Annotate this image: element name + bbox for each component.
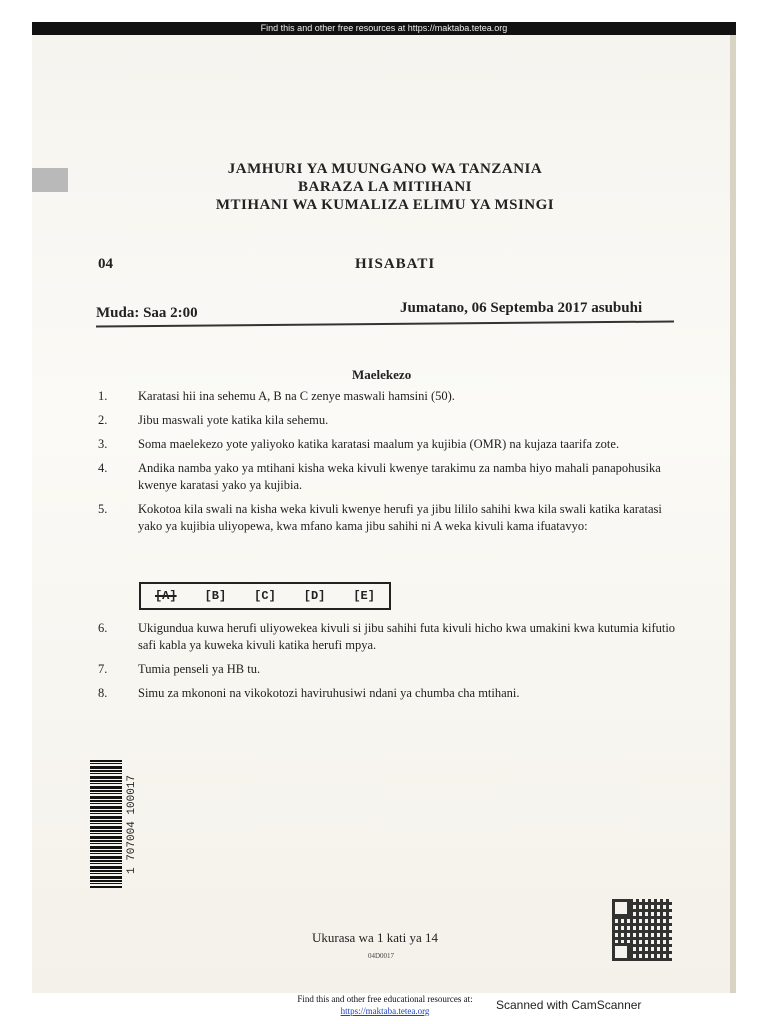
barcode: [90, 760, 122, 888]
barcode-number: 1 707004 100017: [126, 774, 138, 874]
instruction-text: Karatasi hii ina sehemu A, B na C zenye maswali hamsini (50).: [138, 389, 455, 403]
top-banner: Find this and other free resources at https://maktaba.tetea.org: [32, 22, 736, 35]
omr-option-c: [C]: [254, 589, 276, 603]
bottom-note-text: Find this and other free educational resources at:: [297, 994, 473, 1004]
subject-title: HISABATI: [355, 256, 436, 272]
instruction-text: Simu za mkononi na vikokotozi haviruhusiwi ndani ya chumba cha mtihani.: [138, 686, 520, 700]
instruction-item: [98, 412, 680, 429]
page-code: 04D0017: [368, 952, 395, 960]
instruction-text: Tumia penseli ya HB tu.: [138, 662, 261, 676]
instruction-text: Jibu maswali yote katika kila sehemu.: [138, 413, 329, 427]
omr-option-d: [D]: [303, 589, 326, 603]
omr-option-e: [E]: [353, 589, 375, 603]
exam-date: Jumatano, 06 Septemba 2017 asubuhi: [400, 300, 643, 316]
instruction-number: 4.: [98, 461, 108, 475]
instructions-list-continued: [98, 620, 680, 709]
bottom-note: [280, 993, 490, 1017]
instruction-number: 1.: [98, 389, 108, 403]
exam-duration: Muda: Saa 2:00: [96, 305, 198, 321]
instruction-text: Soma maelekezo yote yaliyoko katika karatasi maalum ya kujibia (OMR) na kujaza taarifa zote.: [138, 437, 620, 451]
header-line-1: JAMHURI YA MUUNGANO WA TANZANIA: [227, 161, 543, 177]
header-line-2: BARAZA LA MITIHANI: [297, 179, 473, 195]
instruction-number: 6.: [98, 621, 108, 635]
omr-example-box: [139, 582, 391, 610]
omr-option-a-shaded: [A]: [154, 589, 177, 603]
instruction-item: [98, 460, 680, 494]
instruction-number: 7.: [98, 662, 108, 676]
camscanner-label: Scanned with CamScanner: [496, 998, 642, 1012]
omr-option-b: [B]: [204, 589, 227, 603]
instruction-item: [98, 388, 680, 405]
instruction-item: [98, 685, 680, 702]
instructions-title: Maelekezo: [352, 367, 412, 382]
instruction-number: 2.: [98, 413, 108, 427]
instruction-number: 3.: [98, 437, 108, 451]
instruction-number: 8.: [98, 686, 108, 700]
instructions-list: [98, 388, 680, 542]
resource-link[interactable]: https://maktaba.tetea.org: [340, 1006, 430, 1016]
instruction-text: Kokotoa kila swali na kisha weka kivuli kwenye herufi ya jibu lililo sahihi kwa kila swali katika karatasi yako ya kujibia uliyopewa, kwa mfano kama jibu sahihi ni A weka kivuli kama ifuatavyo:: [138, 502, 662, 533]
instruction-number: 5.: [98, 502, 108, 516]
exam-header: [150, 160, 620, 214]
instruction-item: [98, 661, 680, 678]
paper-code: 04: [98, 256, 113, 272]
instruction-item: [98, 620, 680, 654]
instruction-item: [98, 501, 680, 535]
instruction-text: Andika namba yako ya mtihani kisha weka kivuli kwenye tarakimu za namba hiyo mahali panapohusika kwenye karatasi yako ya kujibia.: [138, 461, 661, 492]
header-line-3: MTIHANI WA KUMALIZA ELIMU YA MSINGI: [215, 197, 555, 213]
instruction-text: Ukigundua kuwa herufi uliyowekea kivuli si jibu sahihi futa kivuli hicho kwa umakini kwa kutumia kifutio safi kabla ya kuweka kivuli katika herufi mpya.: [138, 621, 676, 652]
edge-mark: [32, 168, 68, 192]
page-number: Ukurasa wa 1 kati ya 14: [312, 930, 438, 945]
qr-code: [612, 899, 672, 961]
instruction-item: [98, 436, 680, 453]
